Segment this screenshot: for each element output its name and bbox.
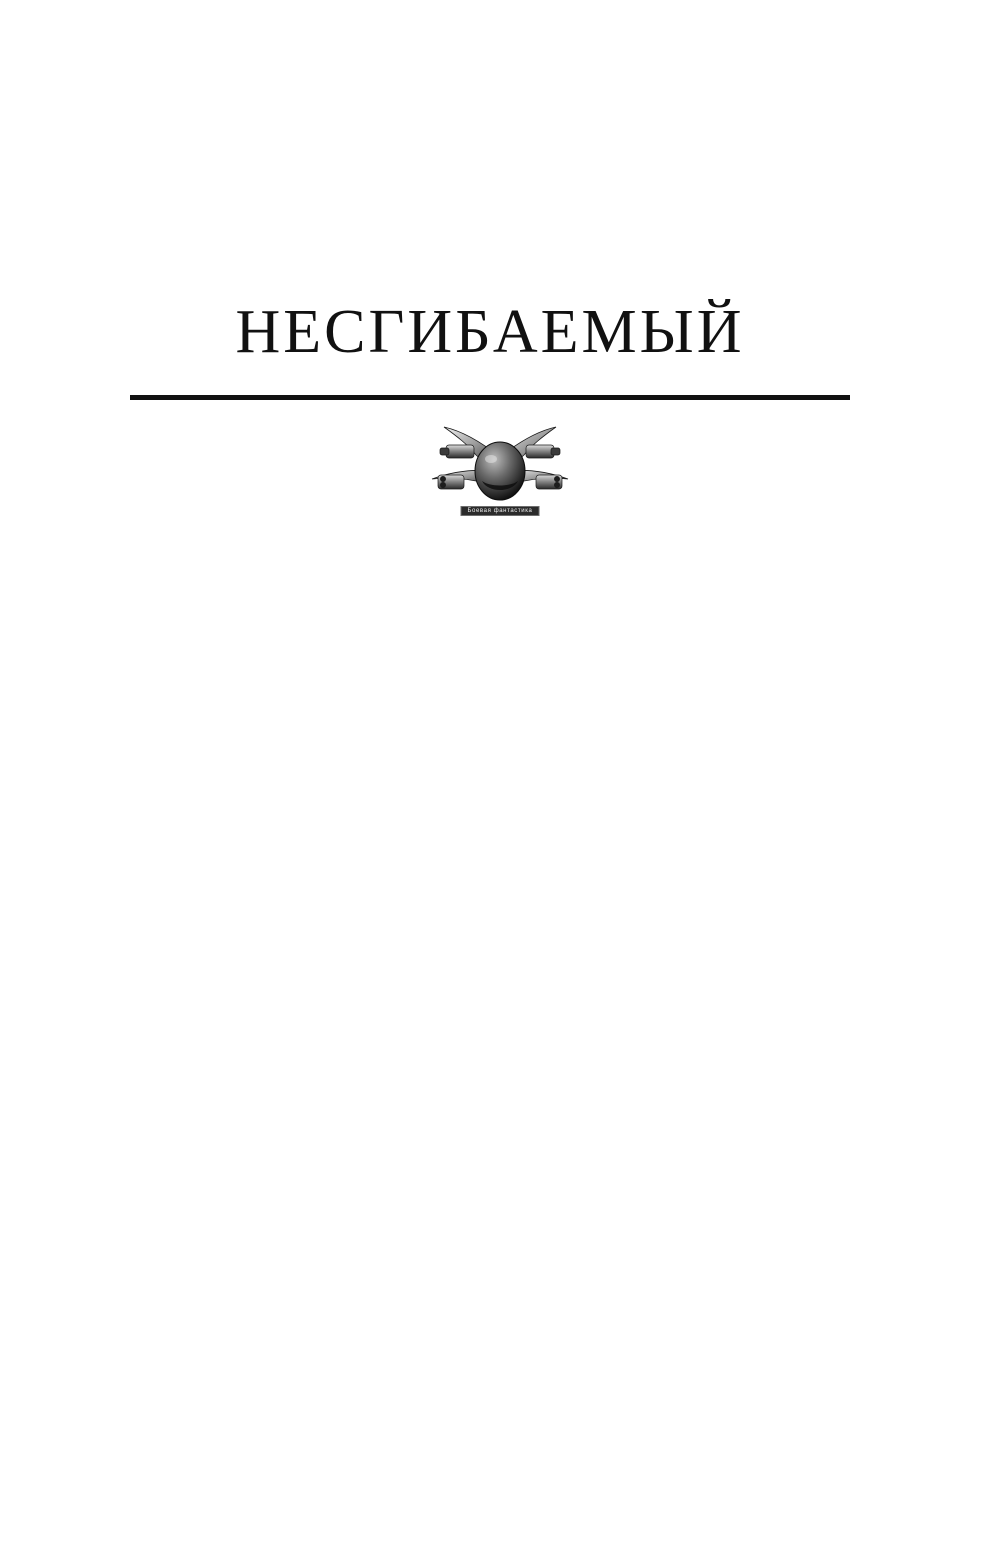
emblem-caption: Боевая фантастика (461, 506, 540, 516)
page-title: НЕСГИБАЕМЫЙ (235, 298, 745, 366)
title-block (130, 300, 850, 400)
title-divider (130, 395, 850, 400)
series-emblem (410, 415, 590, 520)
sphere-with-blades-and-weapons-icon (410, 415, 590, 520)
emblem-container (0, 415, 1000, 520)
